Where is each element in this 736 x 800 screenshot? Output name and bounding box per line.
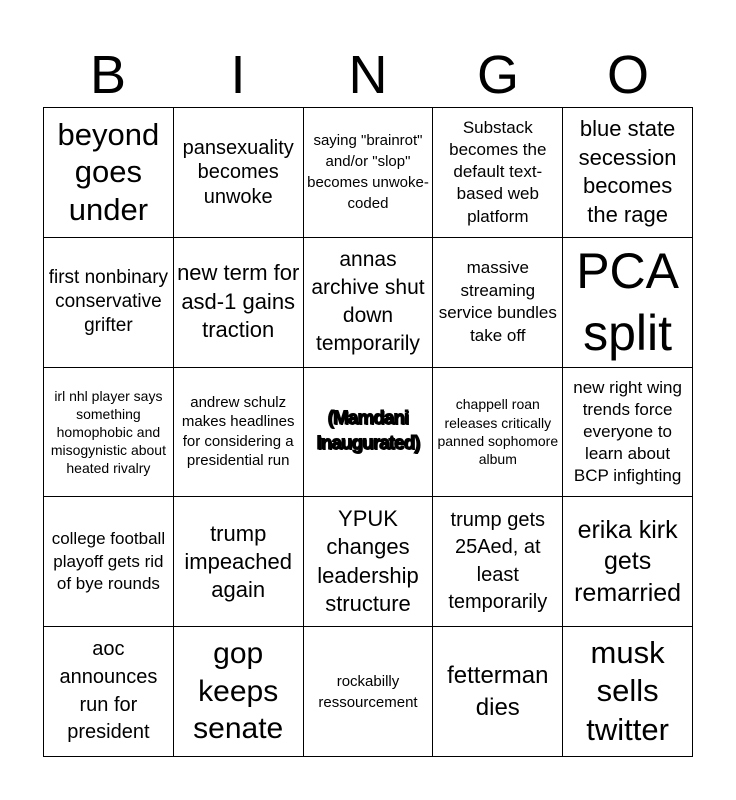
bingo-cell[interactable]: trump gets 25Aed, at least temporarily bbox=[433, 497, 563, 627]
bingo-cell[interactable]: saying "brainrot" and/or "slop" becomes unwoke-coded bbox=[304, 108, 434, 238]
bingo-cell[interactable]: new term for asd-1 gains traction bbox=[174, 238, 304, 368]
bingo-cell[interactable]: beyond goes under bbox=[44, 108, 174, 238]
bingo-cell[interactable]: aoc announces run for president bbox=[44, 627, 174, 757]
bingo-cell[interactable]: PCA split bbox=[563, 238, 693, 368]
bingo-cell[interactable]: erika kirk gets remarried bbox=[563, 497, 693, 627]
bingo-cell[interactable]: andrew schulz makes headlines for considering a presidential run bbox=[174, 368, 304, 498]
bingo-cell[interactable]: massive streaming service bundles take off bbox=[433, 238, 563, 368]
header-letter-g: G bbox=[476, 45, 519, 105]
header-letter-i: I bbox=[230, 45, 246, 105]
header-letter-n: N bbox=[348, 45, 388, 105]
bingo-header bbox=[43, 44, 693, 106]
bingo-cell[interactable]: chappell roan releases critically panned sophomore album bbox=[433, 368, 563, 498]
bingo-cell[interactable]: pansexuality becomes unwoke bbox=[174, 108, 304, 238]
bingo-cell[interactable]: gop keeps senate bbox=[174, 627, 304, 757]
bingo-cell[interactable]: rockabilly ressourcement bbox=[304, 627, 434, 757]
bingo-cell[interactable]: musk sells twitter bbox=[563, 627, 693, 757]
bingo-cell[interactable]: college football playoff gets rid of bye rounds bbox=[44, 497, 174, 627]
header-letter-o: O bbox=[606, 45, 649, 105]
header-letter-b: B bbox=[89, 45, 127, 105]
bingo-cell[interactable]: YPUK changes leadership structure bbox=[304, 497, 434, 627]
bingo-cell[interactable]: annas archive shut down temporarily bbox=[304, 238, 434, 368]
bingo-grid bbox=[43, 107, 693, 757]
bingo-cell[interactable]: irl nhl player says something homophobic and misogynistic about heated rivalry bbox=[44, 368, 174, 498]
bingo-cell[interactable]: Substack becomes the default text-based web platform bbox=[433, 108, 563, 238]
bingo-cell[interactable]: first nonbinary conservative grifter bbox=[44, 238, 174, 368]
free-space-cell[interactable]: (Mamdani Inaugurated) bbox=[304, 368, 434, 498]
bingo-cell[interactable]: fetterman dies bbox=[433, 627, 563, 757]
bingo-cell[interactable]: trump impeached again bbox=[174, 497, 304, 627]
bingo-cell[interactable]: blue state secession becomes the rage bbox=[563, 108, 693, 238]
bingo-cell[interactable]: new right wing trends force everyone to learn about BCP infighting bbox=[563, 368, 693, 498]
